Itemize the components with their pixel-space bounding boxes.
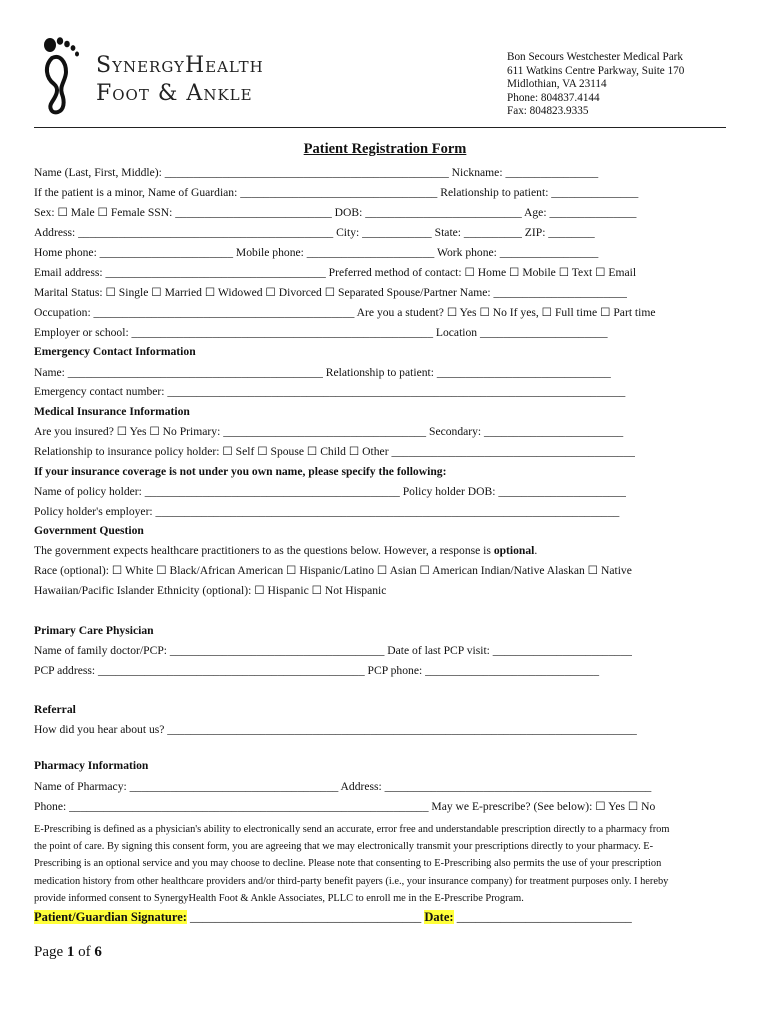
insurance-heading: Medical Insurance Information bbox=[34, 405, 190, 418]
phone-fields-line[interactable]: Home phone: _______________________ Mobile phone: ______________________ Work phone: _________________ bbox=[34, 246, 599, 259]
emergency-name-line[interactable]: Name: ____________________________________________ Relationship to patient: ______________________________ bbox=[34, 366, 611, 379]
pharmacy-phone-line[interactable]: Phone: ______________________________________________________________ May we E-prescribe? (See below): ☐ Yes ☐ No bbox=[34, 800, 656, 813]
signature-line[interactable] bbox=[34, 910, 726, 925]
address-field-line[interactable]: Address: ____________________________________________ City: ____________ State: __________ ZIP: ________ bbox=[34, 226, 595, 239]
ethnicity-line[interactable]: Hawaiian/Pacific Islander Ethnicity (optional): ☐ Hispanic ☐ Not Hispanic bbox=[34, 584, 387, 597]
fax-line: Fax: 804823.9335 bbox=[507, 105, 589, 117]
emergency-heading: Emergency Contact Information bbox=[34, 345, 196, 358]
pharmacy-heading: Pharmacy Information bbox=[34, 759, 149, 772]
signature-blank[interactable]: _____________________________________ bbox=[186, 910, 422, 924]
pcp-address-line[interactable]: PCP address: ______________________________________________ PCP phone: ______________________________ bbox=[34, 664, 599, 677]
header-divider bbox=[34, 127, 726, 128]
pcp-name-line[interactable]: Name of family doctor/PCP: _____________________________________ Date of last PCP visit: ________________________ bbox=[34, 644, 632, 657]
insured-line[interactable]: Are you insured? ☐ Yes ☐ No Primary: ___________________________________ Secondary: ________________________ bbox=[34, 425, 624, 438]
clinic-address bbox=[507, 51, 684, 119]
race-line[interactable]: Race (optional): ☐ White ☐ Black/African American ☐ Hispanic/Latino ☐ Asian ☐ American Indian/Native Alaskan ☐ Native bbox=[34, 564, 632, 577]
optional-emphasis: optional bbox=[493, 544, 535, 557]
consent-line: E-Prescribing is defined as a physician's ability to electronically send an accurate, error free and understandable prescription directly to a pharmacy from bbox=[34, 824, 670, 835]
brand-name bbox=[96, 52, 264, 108]
brand-line-2: Foot & Ankle bbox=[96, 81, 253, 106]
policy-employer-line[interactable]: Policy holder's employer: ________________________________________________________________________________ bbox=[34, 505, 620, 518]
consent-line: the point of care. By signing this consent form, you are agreeing that we may electronically transmit your prescriptions directly to your pharmacy. E- bbox=[34, 841, 654, 853]
address-line: Bon Secours Westchester Medical Park bbox=[507, 51, 683, 63]
sex-ssn-dob-line[interactable]: Sex: ☐ Male ☐ Female SSN: ___________________________ DOB: ___________________________ Age: _______________ bbox=[34, 206, 637, 219]
e-prescribe-consent bbox=[34, 821, 726, 907]
address-line: 611 Watkins Centre Parkway, Suite 170 bbox=[507, 64, 685, 77]
signature-label: Patient/Guardian Signature: bbox=[34, 910, 187, 924]
guardian-field-line[interactable]: If the patient is a minor, Name of Guardian: __________________________________ Relationship to patient: _______________ bbox=[34, 186, 639, 199]
address-line: Midlothian, VA 23114 bbox=[507, 78, 607, 90]
referral-heading: Referral bbox=[34, 703, 76, 716]
pcp-heading: Primary Care Physician bbox=[34, 624, 154, 637]
emergency-number-line[interactable]: Emergency contact number: _______________________________________________________________________________ bbox=[34, 385, 626, 398]
name-field-line[interactable]: Name (Last, First, Middle): _________________________________________________ Nickname: ________________ bbox=[34, 166, 599, 179]
government-heading: Government Question bbox=[34, 524, 144, 537]
form-title: Patient Registration Form bbox=[303, 141, 467, 157]
marital-status-line[interactable]: Marital Status: ☐ Single ☐ Married ☐ Widowed ☐ Divorced ☐ Separated Spouse/Partner Name: _______________________ bbox=[34, 286, 627, 299]
consent-line: medication history from other healthcare providers and/or third-party benefit payers (i.e., your insurance company) for treatment purposes only. I hereby bbox=[34, 875, 669, 887]
consent-line: Prescribing is an optional service and you may choose to decline. Please note that consenting to E-Prescribing also permits the use of your prescription bbox=[34, 858, 662, 870]
phone-line: Phone: 804837.4144 bbox=[507, 91, 600, 104]
consent-line: provide informed consent to SynergyHealth Foot & Ankle Associates, PLLC to enroll me in the E-Prescribe Program. bbox=[34, 892, 524, 904]
policy-holder-line[interactable]: Name of policy holder: ____________________________________________ Policy holder DOB: ______________________ bbox=[34, 485, 626, 498]
date-blank[interactable]: ____________________________ bbox=[453, 910, 632, 924]
occupation-line[interactable]: Occupation: _____________________________________________ Are you a student? ☐ Yes ☐ No If yes, ☐ Full time ☐ Part time bbox=[34, 306, 656, 319]
government-text: The government expects healthcare practitioners to as the questions below. However, a response is optional. bbox=[34, 544, 538, 557]
date-label: Date: bbox=[424, 910, 454, 924]
footprint-icon bbox=[38, 36, 98, 116]
pharmacy-name-line[interactable]: Name of Pharmacy: ____________________________________ Address: ______________________________________________ bbox=[34, 780, 652, 793]
employer-line[interactable]: Employer or school: ____________________________________________________ Location ______________________ bbox=[34, 326, 608, 339]
referral-line[interactable]: How did you hear about us? _________________________________________________________________________________ bbox=[34, 723, 637, 736]
email-contact-line[interactable]: Email address: ______________________________________ Preferred method of contact: ☐ Home ☐ Mobile ☐ Text ☐ Email bbox=[34, 266, 637, 279]
page-number: Page 1 of 6 bbox=[34, 944, 102, 960]
brand-line-1: SynergyHealth bbox=[96, 53, 264, 78]
policy-relationship-line[interactable]: Relationship to insurance policy holder: ☐ Self ☐ Spouse ☐ Child ☐ Other __________________________________________ bbox=[34, 445, 635, 458]
insurance-notice: If your insurance coverage is not under you own name, please specify the following: bbox=[34, 465, 447, 478]
